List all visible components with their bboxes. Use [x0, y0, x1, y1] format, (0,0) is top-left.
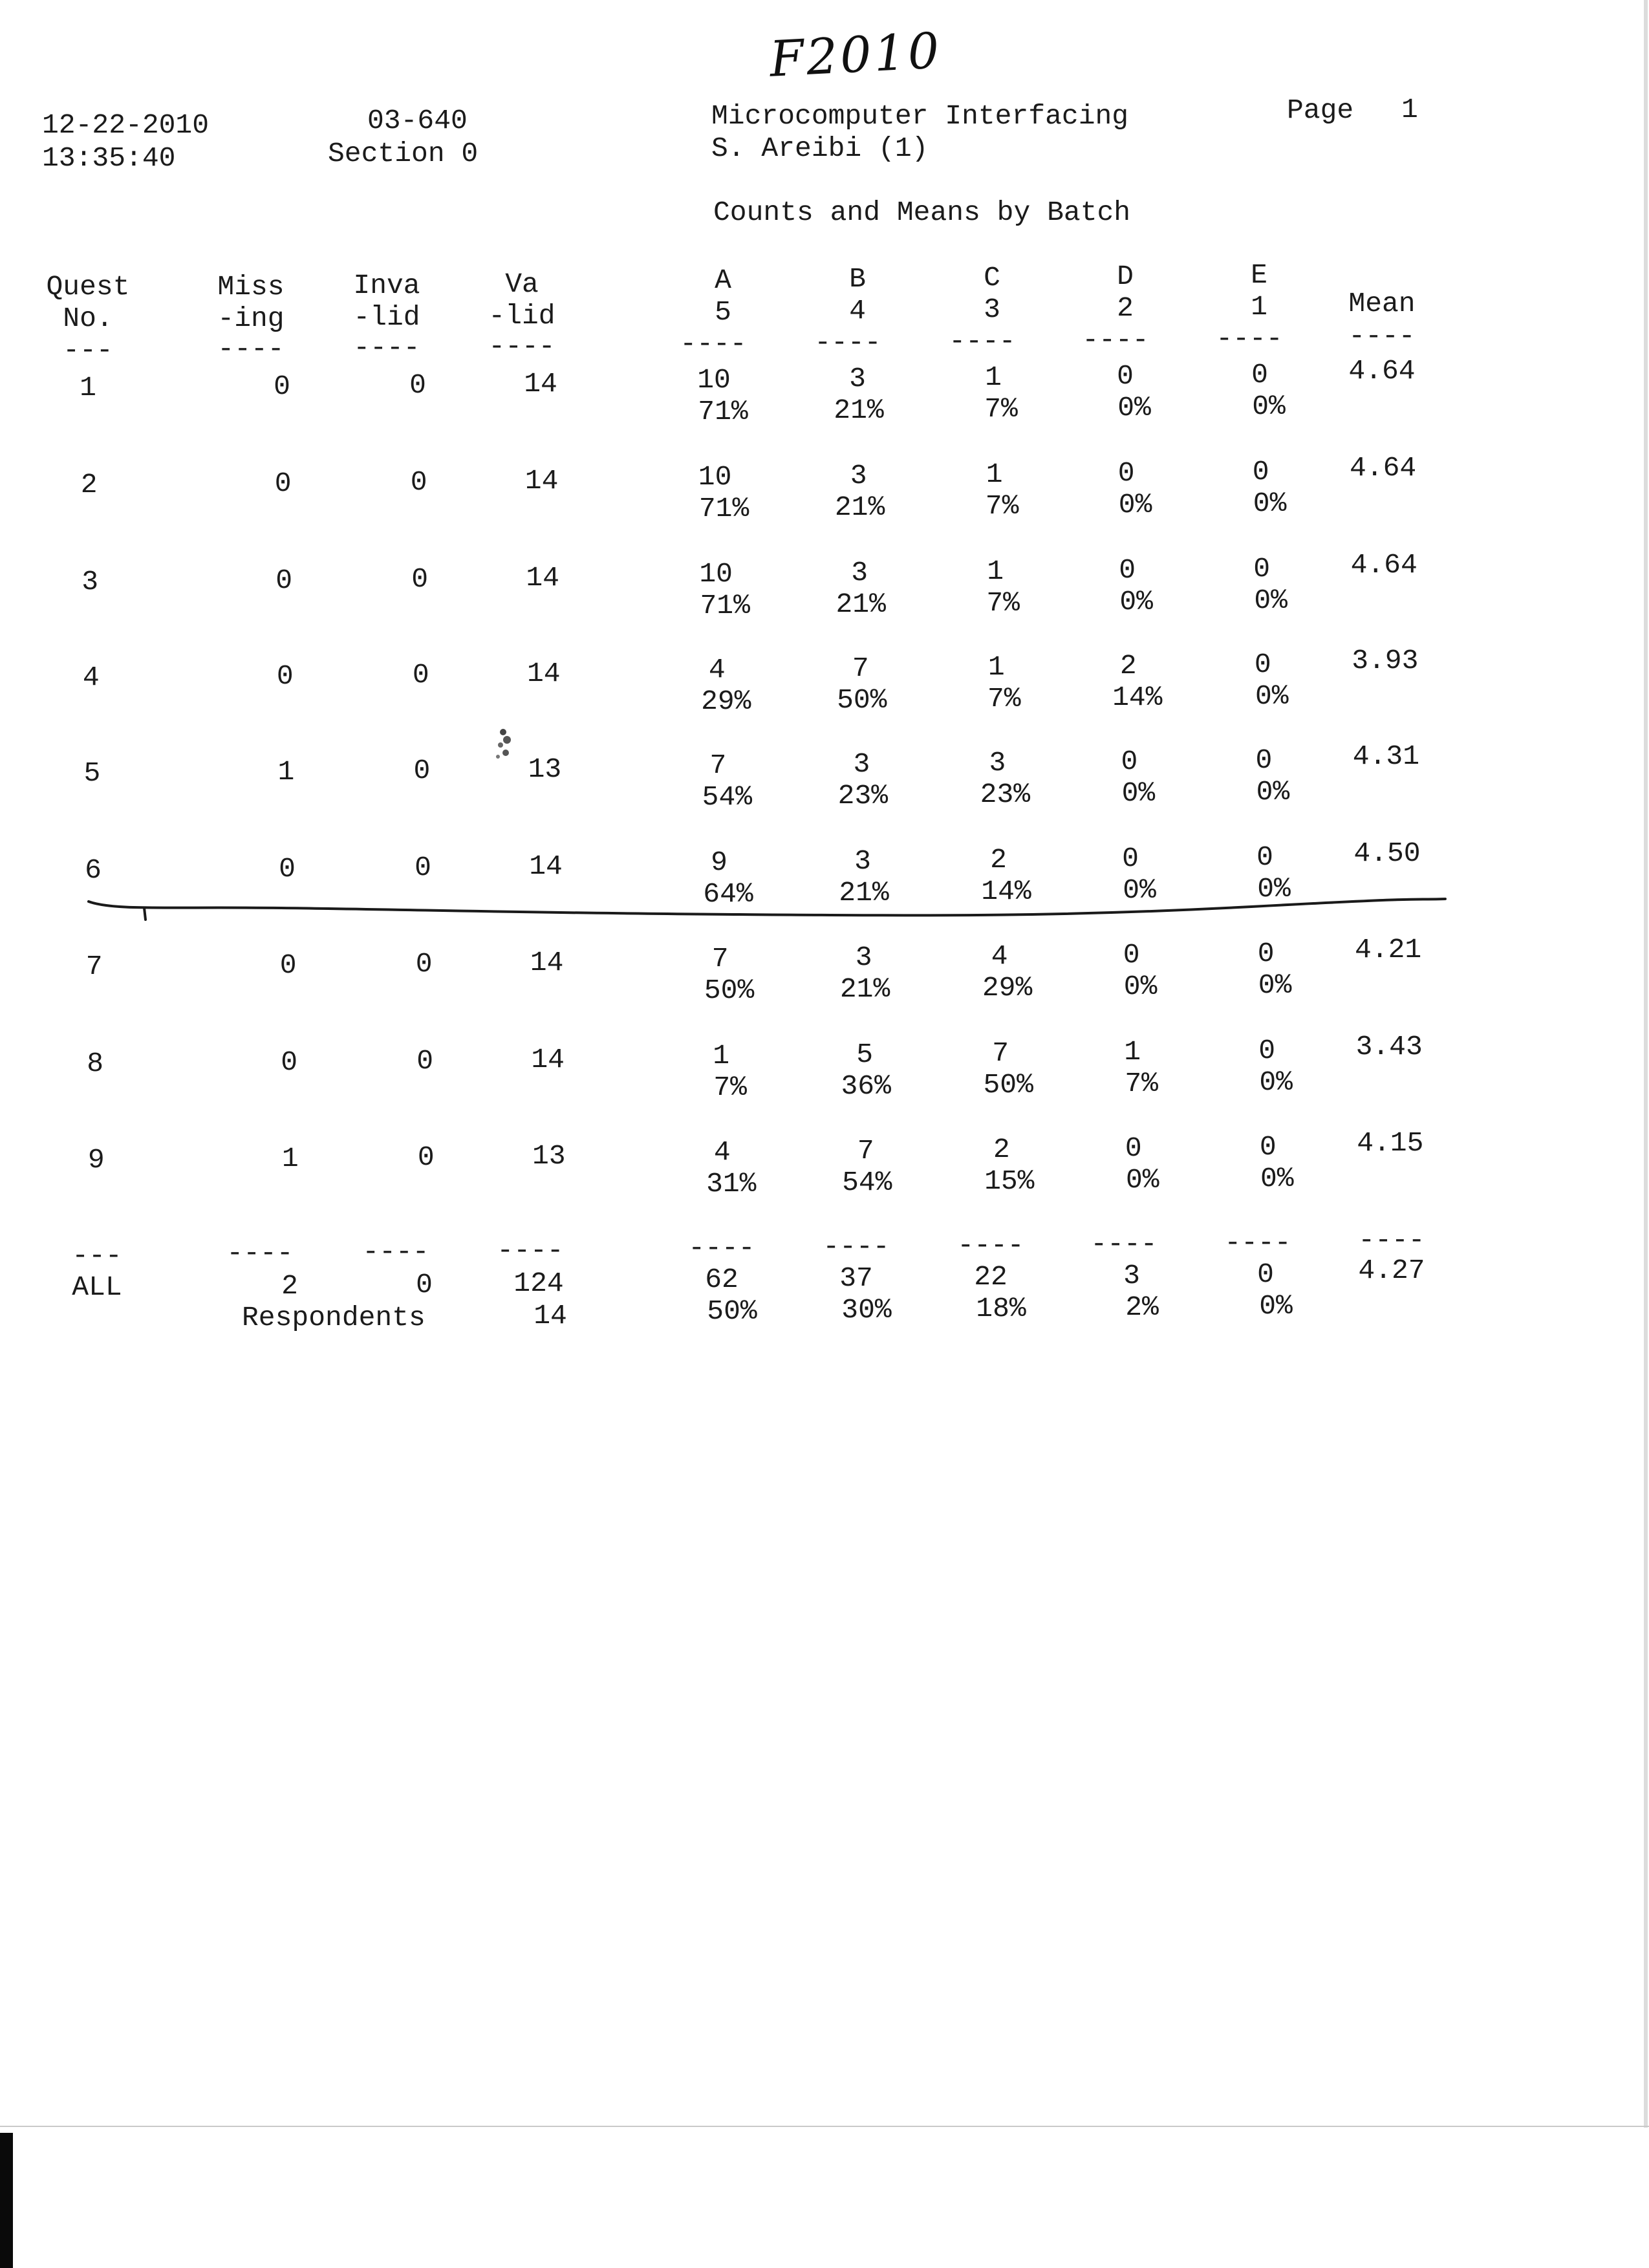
total-missing: 2	[281, 1270, 298, 1302]
page-bottom-edge	[0, 2126, 1649, 2127]
row-b-count: 3	[850, 460, 867, 491]
row-invalid: 0	[411, 563, 429, 595]
row-b-count: 3	[853, 748, 870, 780]
row-mean: 4.64	[1350, 549, 1417, 581]
row-a-pct: 29%	[701, 686, 751, 717]
row-d-pct: 0%	[1123, 874, 1156, 906]
row-d-pct: 0%	[1123, 971, 1158, 1002]
row-d-count: 0	[1125, 1132, 1142, 1164]
row-quest-number: 9	[87, 1144, 105, 1176]
row-c-pct: 50%	[983, 1069, 1033, 1101]
row-quest-number: 6	[85, 854, 102, 886]
dash-total-c: ----	[957, 1229, 1024, 1261]
col-b-line2: 4	[849, 295, 866, 327]
dash-d: ----	[1082, 324, 1149, 356]
row-missing: 1	[277, 756, 295, 788]
col-b-line1: B	[849, 263, 866, 295]
dash-total-d: ----	[1090, 1228, 1158, 1260]
row-a-count: 4	[713, 1136, 731, 1168]
row-a-count: 9	[711, 847, 727, 878]
row-e-count: 0	[1251, 359, 1268, 391]
row-c-count: 7	[992, 1037, 1009, 1069]
row-missing: 0	[279, 853, 296, 885]
row-a-pct: 71%	[700, 590, 750, 621]
row-e-count: 0	[1252, 456, 1269, 488]
row-valid: 14	[526, 562, 559, 594]
row-missing: 0	[281, 1046, 298, 1078]
row-quest-number: 7	[85, 951, 103, 982]
row-a-pct: 71%	[698, 493, 749, 524]
row-a-count: 4	[708, 654, 726, 686]
row-c-pct: 7%	[984, 393, 1018, 425]
page-label: Page	[1287, 94, 1354, 126]
row-b-pct: 36%	[841, 1070, 891, 1102]
course-code: 03-640	[367, 105, 468, 136]
dash-a: ----	[680, 328, 747, 360]
row-invalid: 0	[415, 948, 433, 980]
row-invalid: 0	[413, 755, 431, 786]
row-b-count: 3	[854, 845, 871, 877]
handwritten-annotation: F2010	[768, 21, 943, 88]
col-missing-line2: -ing	[217, 303, 285, 334]
row-invalid: 0	[417, 1141, 435, 1173]
row-a-count: 7	[711, 943, 729, 975]
scanner-black-edge	[0, 2133, 13, 2268]
row-mean: 4.64	[1348, 355, 1416, 387]
total-respondents: 14	[534, 1300, 567, 1332]
row-b-count: 7	[852, 653, 869, 684]
row-d-count: 0	[1119, 554, 1136, 586]
row-c-count: 2	[990, 844, 1007, 876]
dash-total-a: ----	[688, 1232, 755, 1264]
row-d-count: 0	[1117, 360, 1134, 392]
col-missing-line1: Miss	[217, 271, 285, 303]
handdrawn-rule-line	[87, 892, 1452, 931]
row-a-pct: 54%	[702, 781, 753, 813]
row-b-pct: 54%	[842, 1167, 892, 1198]
col-c-line1: C	[984, 262, 1000, 294]
row-e-count: 0	[1259, 1131, 1277, 1163]
respondents-label: Respondents	[242, 1302, 426, 1334]
row-e-count: 0	[1256, 841, 1273, 873]
row-d-count: 0	[1121, 746, 1138, 777]
row-invalid: 0	[410, 466, 427, 498]
total-mean: 4.27	[1358, 1255, 1425, 1286]
dash-total-missing: ----	[226, 1237, 294, 1269]
total-d-count: 3	[1123, 1260, 1140, 1291]
row-valid: 13	[532, 1140, 566, 1172]
row-valid: 13	[528, 753, 562, 785]
row-b-pct: 21%	[834, 491, 885, 523]
row-c-pct: 15%	[984, 1165, 1035, 1197]
row-quest-number: 8	[87, 1048, 104, 1079]
row-invalid: 0	[415, 852, 431, 883]
row-e-pct: 0%	[1252, 391, 1286, 422]
report-time: 13:35:40	[42, 142, 176, 174]
row-mean: 4.64	[1349, 452, 1417, 484]
row-a-count: 1	[713, 1040, 730, 1072]
row-invalid: 0	[416, 1045, 434, 1077]
row-b-count: 7	[857, 1135, 874, 1167]
row-invalid: 0	[412, 659, 429, 691]
row-valid: 14	[530, 947, 564, 978]
course-title: Microcomputer Interfacing	[711, 100, 1129, 132]
col-e-line1: E	[1251, 259, 1267, 291]
row-b-pct: 23%	[837, 780, 889, 812]
row-c-count: 1	[987, 651, 1005, 683]
dash-total-mean: ----	[1358, 1224, 1425, 1256]
col-valid-line1: Va	[505, 268, 539, 300]
total-b-count: 37	[839, 1262, 873, 1294]
total-c-count: 22	[974, 1261, 1008, 1293]
col-quest-line2: No.	[63, 303, 113, 334]
row-d-pct: 0%	[1119, 586, 1153, 618]
row-e-count: 0	[1255, 744, 1273, 776]
row-e-pct: 0%	[1260, 1163, 1294, 1194]
dash-b: ----	[814, 327, 881, 358]
row-e-pct: 0%	[1257, 873, 1291, 905]
total-a-count: 62	[705, 1264, 738, 1295]
row-d-count: 0	[1122, 843, 1139, 874]
total-valid: 124	[513, 1268, 564, 1299]
col-e-line2: 1	[1251, 291, 1267, 323]
report-title: Counts and Means by Batch	[713, 197, 1131, 228]
col-c-line2: 3	[984, 294, 1000, 325]
row-d-pct: 7%	[1125, 1068, 1158, 1099]
row-d-pct: 14%	[1112, 682, 1163, 713]
row-a-pct: 71%	[698, 396, 748, 427]
row-b-pct: 21%	[839, 877, 889, 909]
dash-total-valid: ----	[497, 1235, 564, 1266]
row-a-pct: 64%	[703, 878, 753, 910]
col-mean: Mean	[1348, 288, 1416, 319]
row-c-pct: 7%	[985, 490, 1019, 522]
dash-valid: ----	[488, 330, 555, 362]
row-d-count: 0	[1123, 939, 1140, 971]
dash-invalid: ----	[353, 332, 420, 363]
row-a-count: 10	[699, 558, 733, 590]
row-b-pct: 50%	[837, 684, 887, 716]
row-missing: 0	[275, 565, 293, 596]
row-d-pct: 0%	[1117, 392, 1151, 424]
dash-missing: ----	[217, 333, 285, 365]
total-c-pct: 18%	[976, 1293, 1026, 1324]
scanner-background	[0, 2128, 1649, 2268]
row-valid: 14	[526, 658, 561, 689]
row-missing: 0	[274, 468, 292, 499]
row-a-pct: 50%	[704, 975, 755, 1006]
row-a-count: 10	[697, 364, 731, 396]
row-b-count: 3	[849, 363, 866, 394]
row-e-pct: 0%	[1259, 1066, 1293, 1098]
total-e-count: 0	[1257, 1258, 1274, 1290]
row-quest-number: 2	[80, 469, 98, 501]
row-valid: 14	[529, 850, 563, 882]
row-mean: 4.50	[1353, 837, 1421, 869]
row-e-count: 0	[1253, 553, 1271, 585]
row-a-pct: 7%	[713, 1072, 747, 1103]
row-e-pct: 0%	[1255, 680, 1289, 712]
row-d-pct: 0%	[1125, 1164, 1159, 1196]
row-c-pct: 7%	[987, 683, 1021, 715]
row-c-count: 2	[993, 1134, 1010, 1165]
row-e-count: 0	[1258, 1035, 1276, 1066]
row-e-count: 0	[1254, 649, 1271, 680]
total-invalid: 0	[416, 1269, 433, 1301]
row-b-pct: 21%	[835, 589, 886, 620]
col-valid-line2: -lid	[488, 300, 555, 332]
row-missing: 0	[276, 660, 294, 692]
row-d-count: 2	[1119, 650, 1137, 682]
row-e-pct: 0%	[1253, 488, 1287, 519]
total-b-pct: 30%	[841, 1294, 892, 1326]
row-c-count: 4	[991, 940, 1008, 972]
row-d-pct: 0%	[1118, 489, 1152, 521]
row-c-count: 1	[987, 556, 1004, 587]
dash-total-quest: ---	[72, 1240, 122, 1271]
col-quest-line1: Quest	[46, 271, 130, 303]
row-d-pct: 0%	[1121, 777, 1156, 809]
dash-total-e: ----	[1224, 1227, 1291, 1258]
row-e-pct: 0%	[1256, 776, 1290, 808]
row-mean: 4.15	[1357, 1127, 1424, 1159]
row-mean: 3.93	[1352, 645, 1419, 676]
total-e-pct: 0%	[1259, 1290, 1293, 1322]
row-mean: 3.43	[1355, 1031, 1423, 1063]
row-c-count: 3	[989, 747, 1006, 779]
row-c-pct: 7%	[986, 587, 1020, 619]
dash-c: ----	[949, 325, 1016, 357]
row-b-count: 3	[855, 942, 872, 973]
row-a-pct: 31%	[706, 1168, 757, 1200]
report-date: 12-22-2010	[42, 109, 210, 141]
total-label: ALL	[72, 1271, 122, 1303]
row-quest-number: 1	[80, 372, 96, 404]
total-a-pct: 50%	[707, 1295, 757, 1327]
row-b-count: 5	[856, 1039, 874, 1070]
row-d-count: 1	[1124, 1036, 1141, 1068]
row-mean: 4.31	[1352, 740, 1419, 772]
col-d-line2: 2	[1117, 292, 1134, 324]
row-a-count: 7	[709, 750, 727, 781]
total-d-pct: 2%	[1125, 1291, 1159, 1323]
row-valid: 14	[524, 465, 559, 497]
row-c-pct: 23%	[980, 779, 1031, 810]
row-e-pct: 0%	[1258, 969, 1292, 1001]
col-invalid-line1: Inva	[353, 270, 420, 301]
row-valid: 14	[524, 368, 557, 400]
row-c-count: 1	[986, 459, 1003, 490]
col-d-line1: D	[1117, 261, 1134, 292]
row-invalid: 0	[409, 369, 426, 401]
row-a-count: 10	[698, 461, 732, 493]
row-b-count: 3	[851, 557, 868, 589]
row-b-pct: 21%	[834, 394, 884, 426]
row-missing: 0	[279, 949, 297, 981]
row-d-count: 0	[1117, 457, 1135, 489]
col-a-line2: 5	[715, 296, 731, 328]
row-quest-number: 3	[81, 566, 99, 598]
row-c-count: 1	[985, 362, 1002, 393]
instructor-name: S. Areibi (1)	[711, 133, 929, 164]
section-label: Section 0	[328, 138, 479, 169]
row-quest-number: 4	[82, 662, 100, 693]
row-missing: 0	[274, 371, 290, 402]
row-missing: 1	[281, 1143, 299, 1174]
row-quest-number: 5	[83, 757, 101, 789]
dash-total-b: ----	[823, 1231, 890, 1262]
ink-smudge	[491, 723, 517, 768]
row-b-pct: 21%	[839, 973, 890, 1005]
dash-total-invalid: ----	[362, 1236, 429, 1268]
page-number: 1	[1401, 94, 1418, 125]
row-e-count: 0	[1257, 938, 1275, 969]
col-a-line1: A	[715, 265, 731, 296]
row-c-pct: 14%	[981, 876, 1031, 907]
dash-quest: ---	[63, 334, 113, 366]
row-mean: 4.21	[1354, 934, 1422, 966]
row-c-pct: 29%	[982, 972, 1033, 1004]
dash-e: ----	[1216, 323, 1283, 354]
row-e-pct: 0%	[1254, 585, 1288, 616]
dash-mean: ----	[1348, 320, 1416, 352]
page-right-edge	[1644, 0, 1648, 2128]
col-invalid-line2: -lid	[353, 301, 420, 333]
row-valid: 14	[531, 1044, 565, 1075]
